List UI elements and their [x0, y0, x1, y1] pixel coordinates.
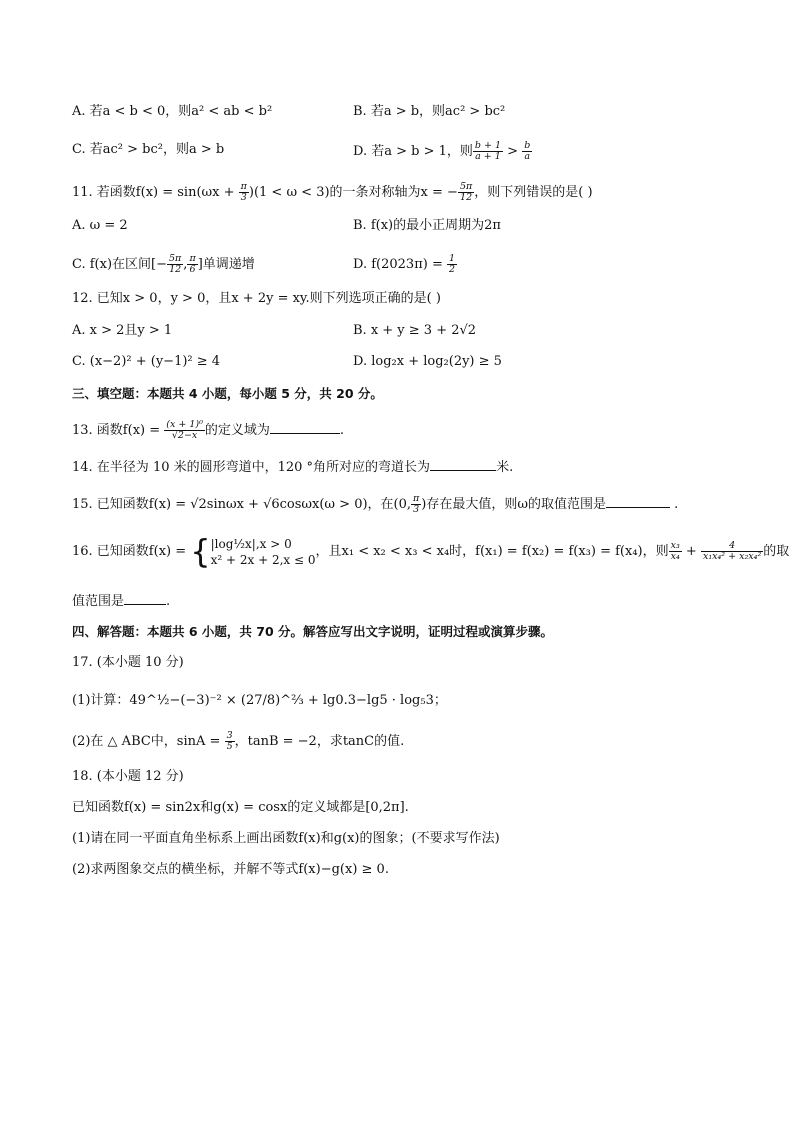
- q12-option-b: B. x + y ≥ 3 + 2√2: [353, 323, 477, 338]
- q10-option-d: D. 若a > b > 1，则 $\frac{b + 1}{a + 1}$ > $\frac{b}{a}$: [353, 140, 531, 162]
- q10-option-c: C. 若ac² > bc²，则a > b: [72, 142, 225, 157]
- fraction: $\frac{b + 1}{a + 1}$: [474, 140, 502, 162]
- q13: 13. 函数f(x) = $\frac{\text{(x + 1)⁰}}{√2-x}$ 的定义域为 .: [72, 419, 345, 441]
- fraction: $\frac{5\pi}{12}$: [459, 181, 473, 203]
- q12-option-d: D. log₂x + log₂(2y) ≥ 5: [353, 354, 502, 369]
- q12-stem: 12. 已知x > 0，y > 0，且x + 2y = xy.则下列选项正确的是( ): [72, 291, 441, 306]
- fraction: $\frac{\pi}{6}$: [189, 253, 196, 275]
- q12-option-c: C. (x−2)² + (y−1)² ≥ 4: [72, 354, 221, 369]
- q11-option-a: A. ω = 2: [72, 218, 128, 233]
- fraction: $\frac{\pi}{3}$: [240, 181, 247, 203]
- q12-option-a: A. x > 2且y > 1: [72, 323, 173, 338]
- q18-part-1: (1)请在同一平面直角坐标系上画出函数f(x)和g(x)的图象；(不要求写作法): [72, 831, 500, 846]
- answer-blank: [606, 495, 670, 508]
- q10-option-a: A. 若a < b < 0，则a² < ab < b²: [72, 104, 273, 119]
- q11-option-c: C. f(x)在区间[− $\frac{5\pi}{12}$ , $\frac{\pi}{6}$ ]单调递增: [72, 253, 255, 275]
- fraction: $\frac{b}{a}$: [524, 140, 531, 162]
- q16: 16. 已知函数f(x) = { |log½x|,x > 0 x² + 2x + 2,x ≤ 0 ，且x₁ < x₂ < x₃ < x₄时，f(x₁) = f(x₂) = f(x₃) = f(x₄)，则 $\frac{\text{x₃}}{\text{x₄}}$ + $\frac{4}{\text{x₁x₄² + x₂x₄²}}$ 的取: [72, 532, 790, 571]
- q11-option-d: D. f(2023π) = $\frac{1}{2}$: [353, 253, 456, 275]
- q18-part-2: (2)求两图象交点的横坐标，并解不等式f(x)−g(x) ≥ 0.: [72, 862, 389, 877]
- fraction: $\frac{4}{\text{x₁x₄² + x₂x₄²}}$: [702, 540, 762, 562]
- q17-part-1: (1)计算：49^½−(−3)⁻² × (27/8)^⅔ + lg0.3−lg5 · log₅3；: [72, 693, 447, 708]
- q15: 15. 已知函数f(x) = √2sinωx + √6cosωx(ω > 0)，在(0, $\frac{\pi}{3}$ )存在最大值，则ω的取值范围是 .: [72, 493, 679, 515]
- answer-blank: [430, 458, 496, 471]
- fraction: $\frac{\pi}{3}$: [413, 493, 420, 515]
- q18-stem: 已知函数f(x) = sin2x和g(x) = cosx的定义域都是[0,2π].: [72, 800, 409, 815]
- left-brace: {: [190, 532, 211, 571]
- answer-blank: [124, 592, 166, 605]
- section-4-heading: 四、解答题：本题共 6 小题，共 70 分。解答应写出文字说明，证明过程或演算步骤。: [72, 624, 554, 639]
- fraction: $\frac{1}{2}$: [448, 253, 456, 275]
- q11-stem: 11. 若函数f(x) = sin(ωx + $\frac{\pi}{3}$ )(1 < ω < 3)的一条对称轴为x = − $\frac{5\pi}{12}$ ，则下列错误的是( ): [72, 181, 593, 203]
- fraction: $\frac{5\pi}{12}$: [169, 253, 182, 275]
- q18-heading: 18. (本小题 12 分): [72, 769, 184, 784]
- q16-continuation: 值范围是 .: [72, 594, 171, 609]
- q17-heading: 17. (本小题 10 分): [72, 655, 184, 670]
- q10-option-b: B. 若a > b，则ac² > bc²: [353, 104, 506, 119]
- section-3-heading: 三、填空题：本题共 4 小题，每小题 5 分，共 20 分。: [72, 386, 383, 401]
- fraction: $\frac{\text{x₃}}{\text{x₄}}$: [670, 540, 680, 562]
- fraction: $\frac{3}{5}$: [226, 730, 233, 752]
- q11-option-b: B. f(x)的最小正周期为2π: [353, 218, 501, 233]
- q14: 14. 在半径为 10 米的圆形弯道中，120 °角所对应的弯道长为 米.: [72, 460, 514, 475]
- q17-part-2: (2)在 △ ABC中，sinA = $\frac{3}{5}$ ，tanB = −2，求tanC的值.: [72, 730, 405, 752]
- fraction: $\frac{\text{(x + 1)⁰}}{√2-x}$: [166, 419, 203, 441]
- piecewise-cases: |log½x|,x > 0 x² + 2x + 2,x ≤ 0: [210, 536, 316, 567]
- answer-blank: [270, 421, 340, 434]
- q10-d-text: D. 若a > b > 1，则: [353, 144, 473, 159]
